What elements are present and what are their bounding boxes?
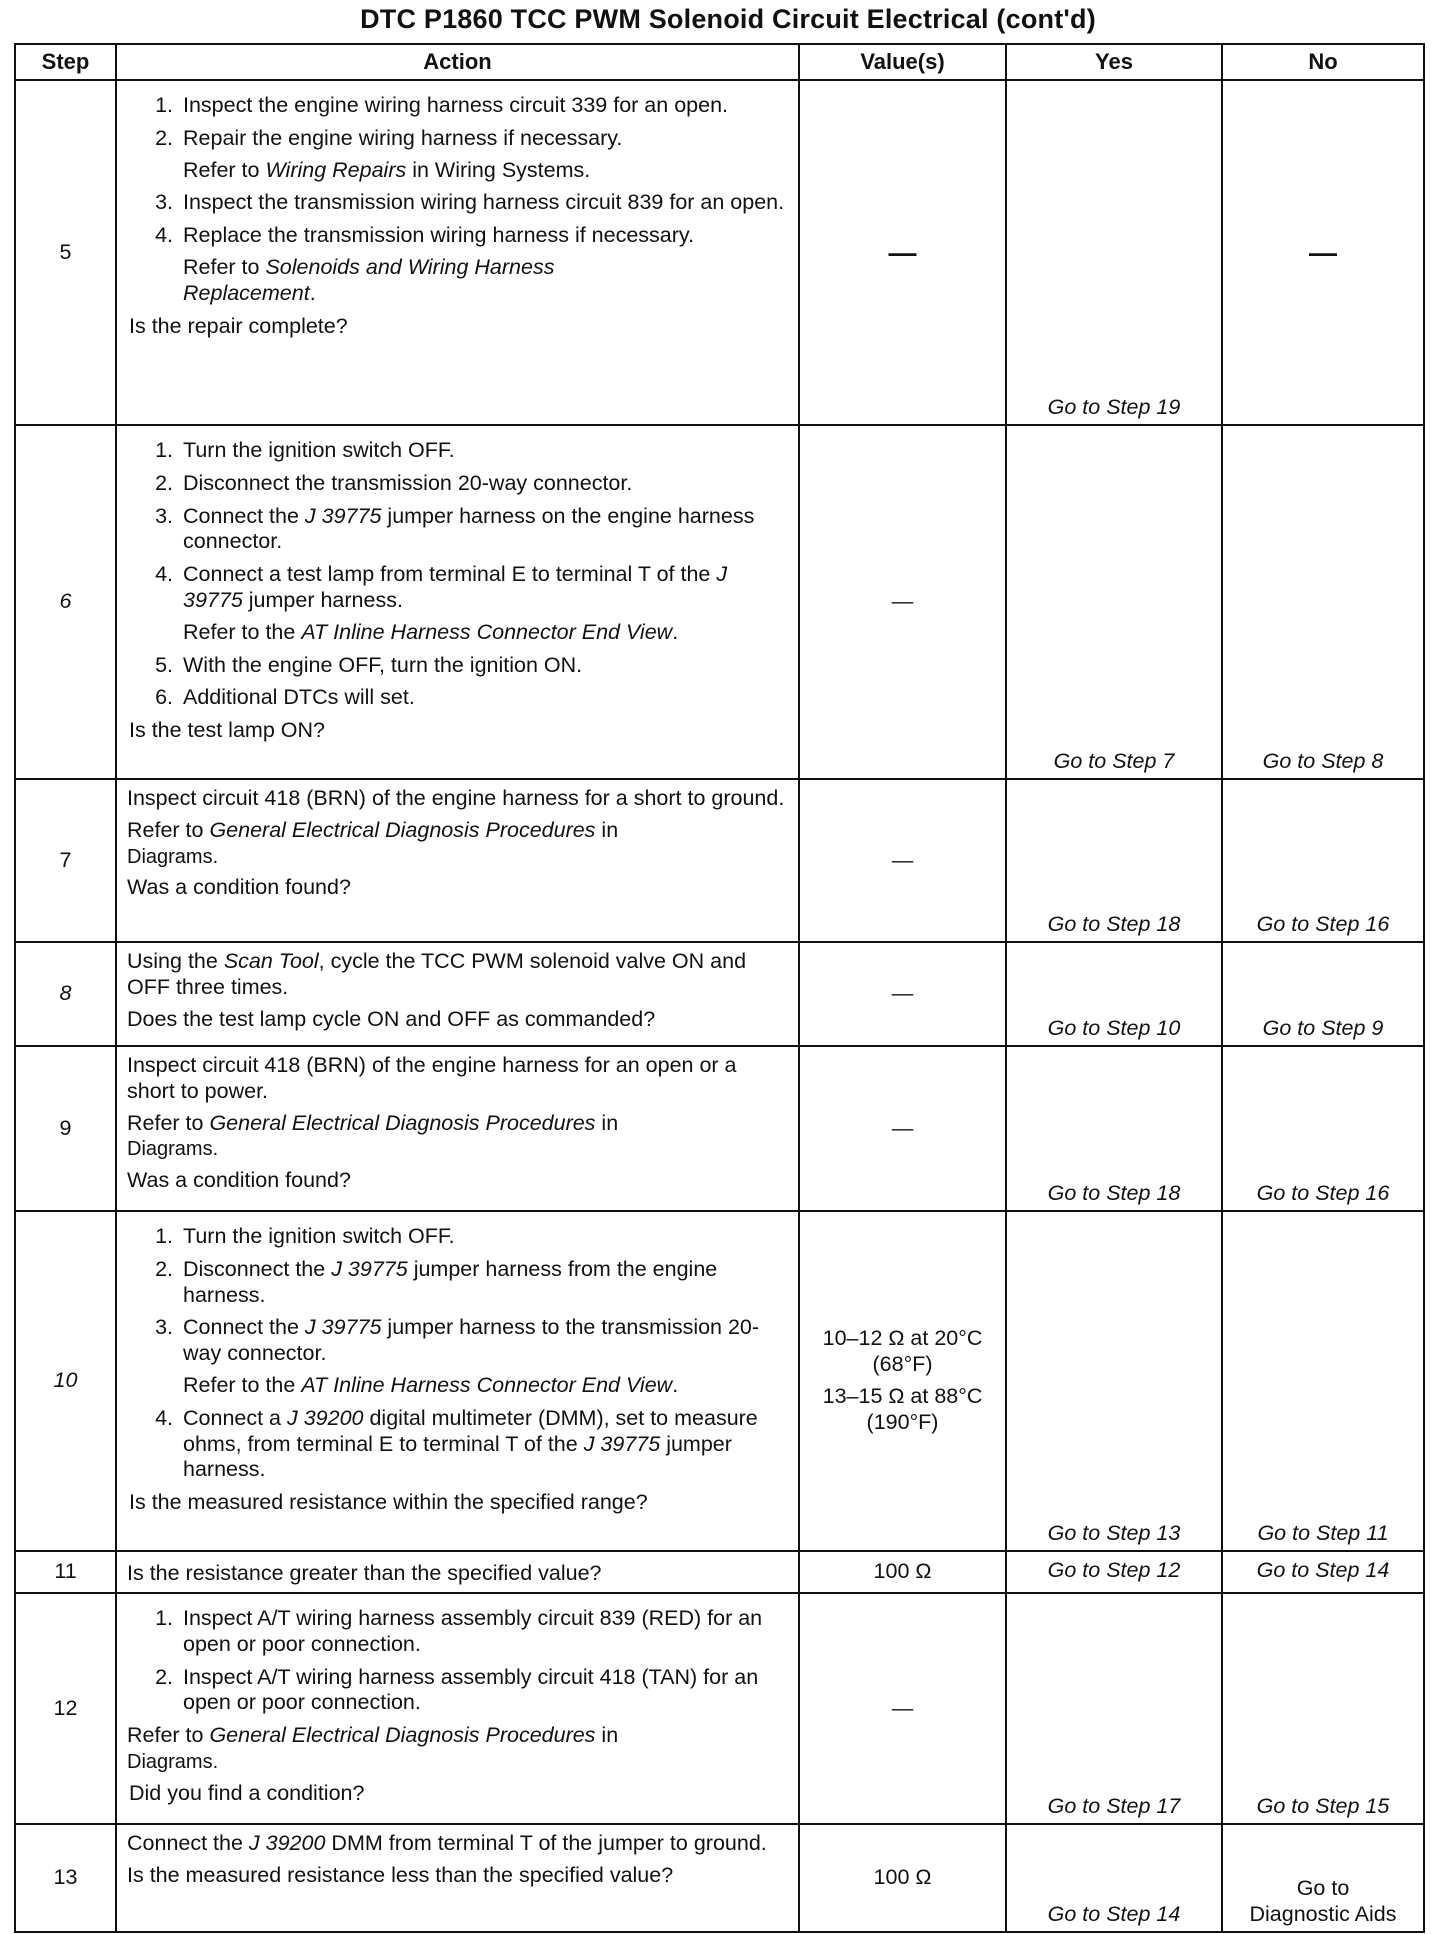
action-cell bbox=[116, 1551, 799, 1593]
no-cell: Go to Diagnostic Aids bbox=[1222, 1824, 1424, 1932]
header-step: Step bbox=[15, 44, 116, 80]
action-item: Connect the J 39775 jumper harness to the transmission 20-way connector. bbox=[183, 1315, 760, 1366]
action-cell bbox=[116, 1824, 799, 1932]
value-text: 10–12 Ω at 20°C (68°F) bbox=[822, 1326, 983, 1377]
question-text: Is the test lamp ON? bbox=[129, 718, 325, 743]
diagnostic-table bbox=[14, 43, 1425, 1933]
step-number: 6 bbox=[15, 425, 116, 779]
reference-note: Refer to Wiring Repairs in Wiring Systems. bbox=[183, 157, 591, 182]
action-cell: 1. Turn the ignition switch OFF. 2. Disconnect the transmission 20-way connector. 3. Connect the J 39775 jumper harness on the engine harness connector. 4. Connect a test lamp from terminal E to terminal T of the J 39775 jumper harness. Refer to the AT Inline Harness Connector End View. 5. With the engine OFF, turn the ignition ON. 6. Additional DTCs will set. Is the test lamp ON? bbox=[116, 425, 799, 779]
value-cell: — bbox=[799, 779, 1006, 942]
value-cell: — bbox=[799, 425, 1006, 779]
action-item: Connect a test lamp from terminal E to terminal T of the J 39775 jumper harness. bbox=[183, 562, 728, 612]
table-row bbox=[15, 779, 1424, 942]
action-item: With the engine OFF, turn the ignition ON. bbox=[183, 652, 583, 677]
question-text: Did you find a condition? bbox=[129, 1780, 365, 1805]
yes-cell: Go to Step 14 bbox=[1006, 1824, 1222, 1932]
action-item: Inspect A/T wiring harness assembly circuit 839 (RED) for an open or poor connection. bbox=[183, 1606, 763, 1656]
value-cell: — bbox=[799, 942, 1006, 1046]
action-cell bbox=[116, 1046, 799, 1211]
action-item: Turn the ignition switch OFF. bbox=[183, 438, 455, 462]
step-number: 10 bbox=[15, 1211, 116, 1551]
action-item: Disconnect the transmission 20-way connector. bbox=[183, 470, 633, 495]
no-cell: Go to Step 11 bbox=[1222, 1211, 1424, 1551]
table-row bbox=[15, 942, 1424, 1046]
question-text: Is the measured resistance within the specified range? bbox=[129, 1490, 648, 1515]
yes-cell: Go to Step 18 bbox=[1006, 1046, 1222, 1211]
table-row bbox=[15, 1046, 1424, 1211]
reference-note: Refer to Solenoids and Wiring Harness Replacement. bbox=[183, 254, 555, 305]
value-cell: 100 Ω bbox=[799, 1824, 1006, 1932]
value-cell: — bbox=[799, 1046, 1006, 1211]
action-text: Connect the J 39200 DMM from terminal T of the jumper to ground. bbox=[127, 1831, 767, 1855]
value-cell: — bbox=[799, 80, 1006, 425]
value-cell: 100 Ω bbox=[799, 1551, 1006, 1593]
action-item: Inspect the transmission wiring harness circuit 839 for an open. bbox=[183, 190, 785, 215]
no-cell: Go to Step 8 bbox=[1222, 425, 1424, 779]
no-cell: Go to Step 9 bbox=[1222, 942, 1424, 1046]
action-cell bbox=[116, 779, 799, 942]
header-no: No bbox=[1222, 44, 1424, 80]
action-item: Additional DTCs will set. bbox=[183, 685, 415, 710]
reference-note: Refer to General Electrical Diagnosis Procedures in Diagrams. bbox=[127, 817, 619, 868]
table-row bbox=[15, 1824, 1424, 1932]
action-item: Replace the transmission wiring harness if necessary. bbox=[183, 223, 695, 248]
step-number: 5 bbox=[15, 80, 116, 425]
yes-cell: Go to Step 19 bbox=[1006, 80, 1222, 425]
question-text: Is the resistance greater than the specified value? bbox=[127, 1560, 602, 1585]
table-row bbox=[15, 1551, 1424, 1593]
action-text: Using the Scan Tool, cycle the TCC PWM solenoid valve ON and OFF three times. bbox=[127, 949, 747, 999]
yes-cell: Go to Step 17 bbox=[1006, 1593, 1222, 1824]
no-cell: Go to Step 15 bbox=[1222, 1593, 1424, 1824]
action-cell: 1. Inspect the engine wiring harness circuit 339 for an open. 2. Repair the engine wiring harness if necessary. Refer to Wiring Repairs in Wiring Systems. 3. Inspect the transmission wiring harness circuit 839 for an open. 4. Replace the transmission wiring harness if necessary. Refer to Solenoids and Wiring Harness Replacement. Is the repair complete? bbox=[116, 80, 799, 425]
reference-note: Refer to the AT Inline Harness Connector End View. bbox=[183, 619, 679, 644]
header-yes: Yes bbox=[1006, 44, 1222, 80]
action-item: Turn the ignition switch OFF. bbox=[183, 1224, 455, 1248]
step-number: 11 bbox=[15, 1551, 116, 1593]
table-row bbox=[15, 80, 1424, 425]
table-header-row bbox=[15, 44, 1424, 80]
reference-note: Refer to General Electrical Diagnosis Procedures in Diagrams. bbox=[127, 1723, 619, 1773]
yes-cell: Go to Step 13 bbox=[1006, 1211, 1222, 1551]
step-number: 12 bbox=[15, 1593, 116, 1824]
no-cell: Go to Step 14 bbox=[1222, 1551, 1424, 1593]
value-cell bbox=[799, 1211, 1006, 1551]
yes-cell: Go to Step 18 bbox=[1006, 779, 1222, 942]
action-cell: 1. Turn the ignition switch OFF. 2. Disconnect the J 39775 jumper harness from the engine harness. 3. Connect the J 39775 jumper harness to the transmission 20-way connector. Refer to the AT Inline Harness Connector End View. 4. Connect a J 39200 digital multimeter (DMM), set to measure ohms, from terminal E to terminal T of the J 39775 jumper harness. Is the measured resistance within the specified range? bbox=[116, 1211, 799, 1551]
value-cell: — bbox=[799, 1593, 1006, 1824]
question-text: Was a condition found? bbox=[127, 875, 351, 900]
step-number: 8 bbox=[15, 942, 116, 1046]
question-text: Is the measured resistance less than the specified value? bbox=[127, 1862, 674, 1887]
step-number: 13 bbox=[15, 1824, 116, 1932]
no-cell: Go to Step 16 bbox=[1222, 779, 1424, 942]
reference-note: Refer to the AT Inline Harness Connector End View. bbox=[183, 1372, 679, 1397]
action-item: Connect the J 39775 jumper harness on the engine harness connector. bbox=[183, 503, 755, 554]
page-title: DTC P1860 TCC PWM Solenoid Circuit Electrical (cont'd) bbox=[360, 4, 1096, 34]
header-values: Value(s) bbox=[799, 44, 1006, 80]
question-text: Is the repair complete? bbox=[129, 313, 348, 338]
no-cell: Go to Step 16 bbox=[1222, 1046, 1424, 1211]
action-item: Inspect the engine wiring harness circuit 339 for an open. bbox=[183, 93, 728, 117]
value-text: 13–15 Ω at 88°C (190°F) bbox=[822, 1384, 983, 1434]
table-row bbox=[15, 425, 1424, 779]
action-item: Disconnect the J 39775 jumper harness from the engine harness. bbox=[183, 1256, 718, 1307]
step-number: 9 bbox=[15, 1046, 116, 1211]
question-text: Does the test lamp cycle ON and OFF as commanded? bbox=[127, 1006, 656, 1031]
yes-cell: Go to Step 7 bbox=[1006, 425, 1222, 779]
reference-note: Refer to General Electrical Diagnosis Procedures in Diagrams. bbox=[127, 1110, 619, 1161]
table-row bbox=[15, 1593, 1424, 1824]
table-row bbox=[15, 1211, 1424, 1551]
action-cell bbox=[116, 942, 799, 1046]
action-text: Inspect circuit 418 (BRN) of the engine harness for a short to ground. bbox=[127, 786, 785, 810]
no-cell: — bbox=[1222, 80, 1424, 425]
header-action: Action bbox=[116, 44, 799, 80]
yes-cell: Go to Step 10 bbox=[1006, 942, 1222, 1046]
action-text: Inspect circuit 418 (BRN) of the engine harness for an open or a short to power. bbox=[127, 1053, 737, 1103]
question-text: Was a condition found? bbox=[127, 1168, 351, 1193]
action-item: Inspect A/T wiring harness assembly circuit 418 (TAN) for an open or poor connection. bbox=[183, 1664, 759, 1715]
step-number: 7 bbox=[15, 779, 116, 942]
action-item: Connect a J 39200 digital multimeter (DMM), set to measure ohms, from terminal E to terminal T of the J 39775 jumper harness. bbox=[183, 1405, 758, 1482]
action-item: Repair the engine wiring harness if necessary. bbox=[183, 125, 623, 150]
action-cell: 1. Inspect A/T wiring harness assembly circuit 839 (RED) for an open or poor connection. 2. Inspect A/T wiring harness assembly circuit 418 (TAN) for an open or poor connection. Refer to General Electrical Diagnosis Procedures in Diagrams. Did you find a condition? bbox=[116, 1593, 799, 1824]
yes-cell: Go to Step 12 bbox=[1006, 1551, 1222, 1593]
